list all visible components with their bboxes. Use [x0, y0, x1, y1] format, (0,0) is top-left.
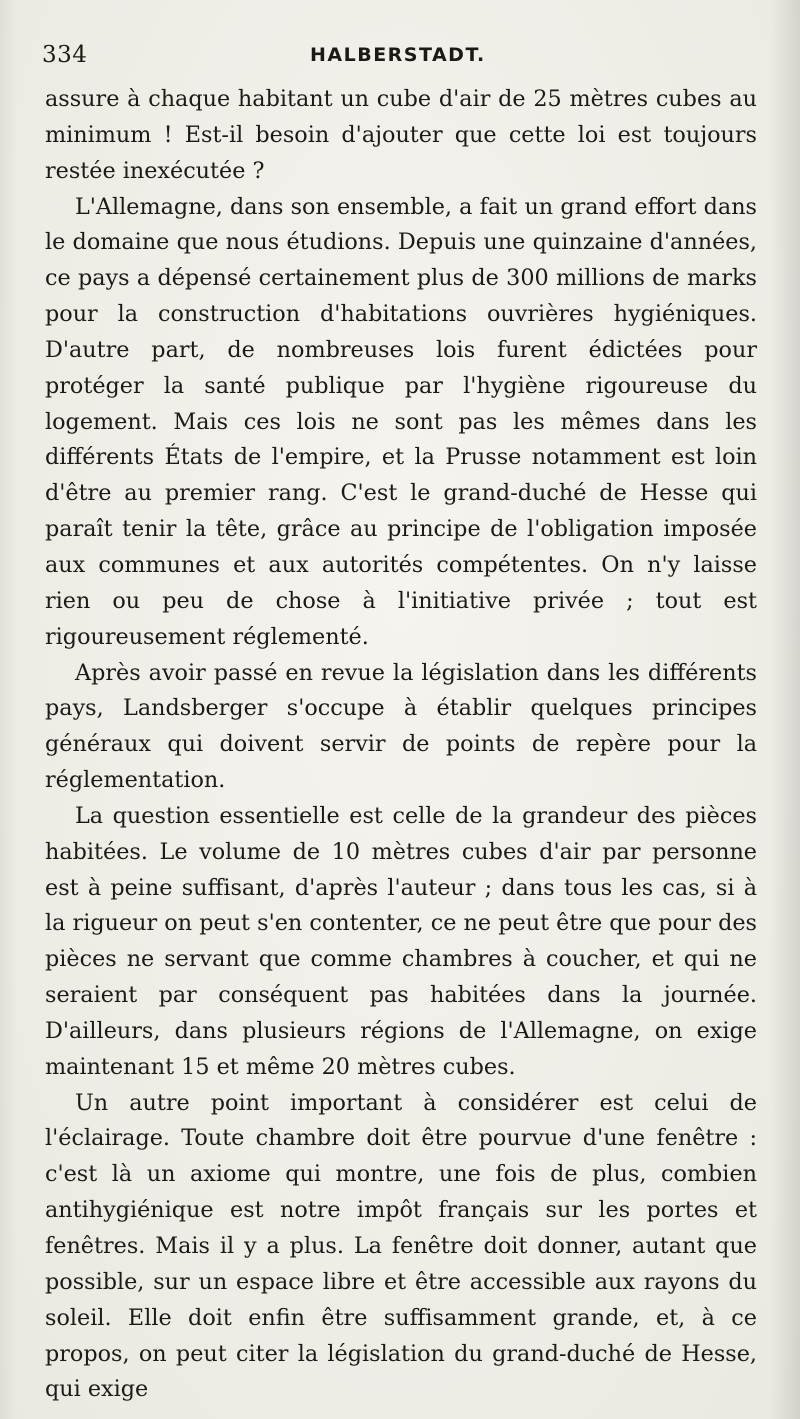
- paragraph-continuation: assure à chaque habitant un cube d'air de 25 mètres cubes au minimum ! Est-il besoin d'ajouter que cette loi est toujours restée inexécutée ?: [45, 86, 757, 184]
- paragraph-lighting: Un autre point important à considérer est celui de l'éclairage. Toute chambre doit être pourvue d'une fenêtre : c'est là un axiome qui montre, une fois de plus, combien antihygiénique est notre impôt français sur les portes et fenêtres. Mais il y a plus. La fenêtre doit donner, autant que possible, sur un espace libre et être accessible aux rayons du soleil. Elle doit enfin être suffisamment grande, et, à ce propos, on peut citer la législation du grand-duché de Hesse, qui exige: [45, 1089, 757, 1403]
- paragraph-landsberger: Après avoir passé en revue la législation dans les différents pays, Landsberger s'occupe à établir quelques principes généraux qui doivent servir de points de repère pour la réglementation.: [45, 659, 757, 794]
- paragraph-germany-effort: L'Allemagne, dans son ensemble, a fait un grand effort dans le domaine que nous étudions. Depuis une quinzaine d'années, ce pays a dépensé certainement plus de 300 millions de marks pour la construction d'habitations ouvrières hygiéniques. D'autre part, de nombreuses lois furent édictées pour protéger la santé publique par l'hygiène rigoureuse du logement. Mais ces lois ne sont pas les mêmes dans les différents États de l'empire, et la Prusse notamment est loin d'être au premier rang. C'est le grand-duché de Hesse qui paraît tenir la tête, grâce au principe de l'obligation imposée aux communes et aux autorités compétentes. On n'y laisse rien ou peu de chose à l'initiative privée ; tout est rigoureusement réglementé.: [45, 193, 757, 650]
- paragraph-room-size: La question essentielle est celle de la grandeur des pièces habitées. Le volume de 10 mètres cubes d'air par personne est à peine suffisant, d'après l'auteur ; dans tous les cas, si à la rigueur on peut s'en contenter, ce ne peut être que pour des pièces ne servant que comme chambres à coucher, et qui ne seraient par conséquent pas habitées dans la journée. D'ailleurs, dans plusieurs régions de l'Allemagne, on exige maintenant 15 et même 20 mètres cubes.: [45, 802, 757, 1080]
- running-title: HALBERSTADT.: [310, 44, 486, 66]
- page-number: 334: [42, 42, 88, 68]
- page-header: [42, 42, 762, 76]
- body-text: [45, 82, 757, 1408]
